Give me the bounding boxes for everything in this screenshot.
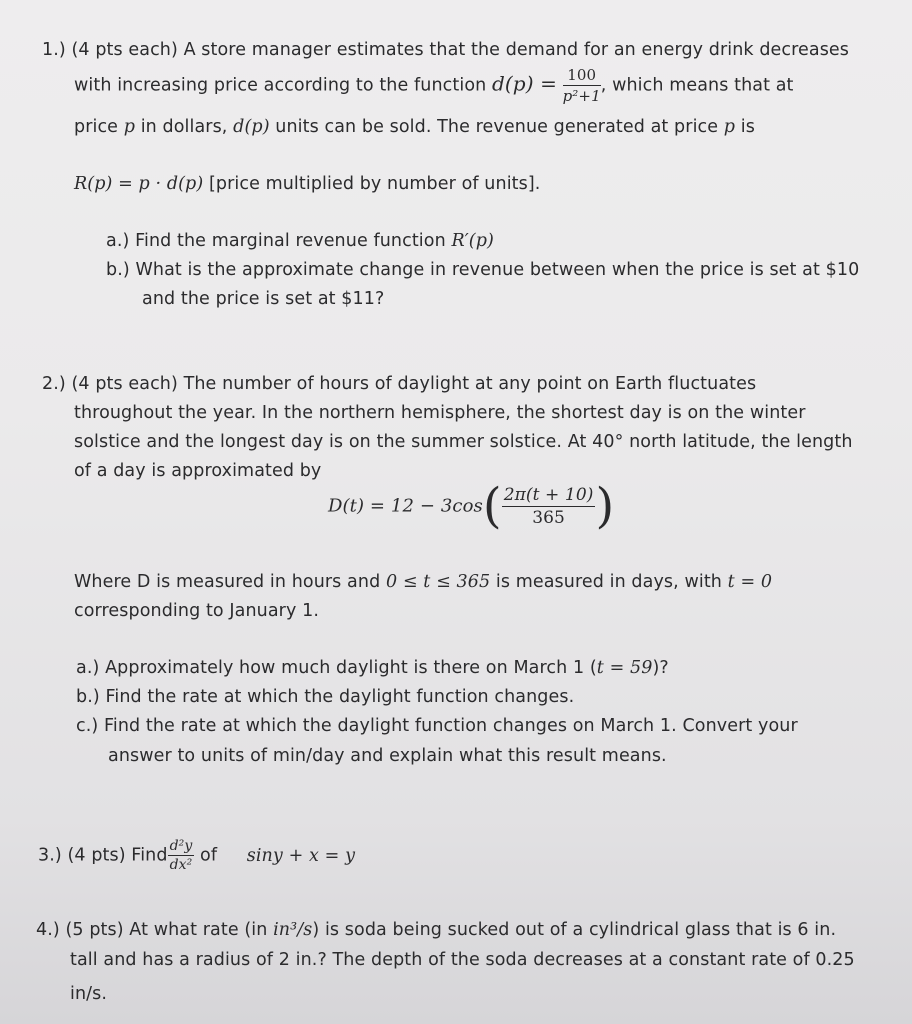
where-text-b: is measured in days, with	[495, 572, 722, 592]
t-59: t = 59	[596, 658, 653, 678]
part-a-text: Find the marginal revenue function	[135, 231, 446, 251]
problem-4-line-2	[70, 950, 855, 970]
problem-1-part-b-cont	[142, 289, 384, 309]
problem-2-part-c	[76, 716, 798, 736]
formula-numerator: 2π(t + 10)	[503, 484, 594, 505]
problem-2-line-1	[42, 374, 756, 394]
where-text-2: corresponding to January 1.	[74, 601, 319, 621]
problem-2-text-2: throughout the year. In the northern hemisphere, the shortest day is on the winter	[74, 403, 806, 423]
demand-lhs: d(p) =	[492, 71, 557, 96]
implicit-equation: siny + x = y	[246, 845, 356, 866]
problem-2-line-4	[74, 461, 321, 481]
demand-numerator: 100	[563, 66, 601, 86]
marginal-revenue-symbol: R′(p)	[451, 231, 494, 251]
formula-fraction	[502, 485, 596, 528]
time-range: 0 ≤ t ≤ 365	[385, 572, 491, 592]
p2-part-c-text: Find the rate at which the daylight function changes on March 1. Convert your	[103, 716, 798, 736]
problem-4-text-3: in/s.	[70, 984, 108, 1004]
p2-part-b-label: b.)	[76, 687, 100, 707]
p2-part-a-tail: )?	[652, 658, 669, 678]
problem-2-line-2	[74, 403, 806, 423]
problem-2-part-b	[76, 687, 574, 707]
problem-3-text: (4 pts) Find	[67, 845, 168, 866]
revenue-formula: R(p) = p · d(p)	[74, 174, 204, 194]
daylight-formula	[328, 478, 615, 534]
formula-lhs: D(t) = 12 − 3cos	[328, 495, 483, 517]
problem-3-number: 3.)	[38, 845, 62, 866]
derivative-numerator: d²y	[169, 838, 193, 854]
problem-4-line-3	[70, 984, 107, 1004]
line-3-units: units can be sold. The revenue generated at price	[275, 117, 719, 137]
p2-part-b-text: Find the rate at which the daylight function changes.	[105, 687, 575, 707]
revenue-note: [price multiplied by number of units].	[208, 174, 541, 194]
problem-2-part-c-cont	[108, 746, 667, 766]
line-3-dollars: in dollars,	[140, 117, 228, 137]
line-3-is: is	[740, 117, 755, 137]
problem-1-line-1	[42, 40, 849, 60]
problem-4-number: 4.)	[36, 920, 60, 940]
problem-2-text-1: (4 pts each) The number of hours of daylight at any point on Earth fluctuates	[71, 374, 757, 394]
p2-part-a-text: Approximately how much daylight is there on March 1 (	[105, 658, 597, 678]
problem-2-number: 2.)	[42, 374, 66, 394]
right-paren: )	[595, 478, 615, 534]
problem-1-line-3	[74, 117, 755, 137]
p-variable: p	[123, 117, 136, 137]
problem-3-of: of	[200, 845, 218, 866]
rate-unit: in³/s	[273, 920, 313, 940]
part-a-label: a.)	[106, 231, 130, 251]
problem-3-line	[38, 838, 355, 873]
problem-2-text-4: of a day is approximated by	[74, 461, 322, 481]
problem-2-part-a	[76, 658, 669, 678]
part-b-text: What is the approximate change in revenue between when the price is set at $10	[135, 260, 860, 280]
dp-function: d(p)	[233, 117, 270, 137]
derivative-denominator: dx²	[169, 857, 193, 873]
problem-4-line-1	[36, 920, 836, 940]
p-variable-2: p	[723, 117, 736, 137]
problem-2-where-line	[74, 572, 772, 592]
problem-1-line-2	[74, 66, 794, 105]
problem-1-line-2-text: with increasing price according to the function	[74, 75, 487, 96]
second-derivative	[168, 838, 195, 873]
problem-2-text-3: solstice and the longest day is on the summer solstice. At 40° north latitude, the length	[74, 432, 853, 452]
demand-fraction	[563, 66, 601, 105]
problem-4-text-a: (5 pts) At what rate (in	[65, 920, 268, 940]
p2-part-c-label: c.)	[76, 716, 99, 736]
part-b-label: b.)	[106, 260, 130, 280]
problem-1-part-a	[106, 231, 494, 251]
revenue-line	[74, 174, 540, 194]
problem-1-line-2-tail: , which means that at	[600, 75, 794, 96]
left-paren: (	[482, 478, 502, 534]
problem-2-where-line-2	[74, 601, 319, 621]
problem-4-text-b: ) is soda being sucked out of a cylindrical glass that is 6 in.	[312, 920, 837, 940]
problem-1-part-b	[106, 260, 859, 280]
demand-denominator: p²+1	[562, 87, 601, 105]
p2-part-a-label: a.)	[76, 658, 100, 678]
formula-denominator: 365	[532, 507, 565, 528]
t-zero: t = 0	[727, 572, 773, 592]
line-3-price: price	[74, 117, 119, 137]
p2-part-c-text-2: answer to units of min/day and explain what this result means.	[108, 746, 667, 766]
problem-2-line-3	[74, 432, 853, 452]
part-b-text-2: and the price is set at $11?	[142, 289, 385, 309]
problem-1-intro: (4 pts each) A store manager estimates that the demand for an energy drink decreases	[71, 40, 850, 60]
where-text-a: Where D is measured in hours and	[74, 572, 381, 592]
problem-4-text-2: tall and has a radius of 2 in.? The depth of the soda decreases at a constant rate of 0.25	[70, 950, 855, 970]
problem-1-number: 1.)	[42, 40, 66, 60]
